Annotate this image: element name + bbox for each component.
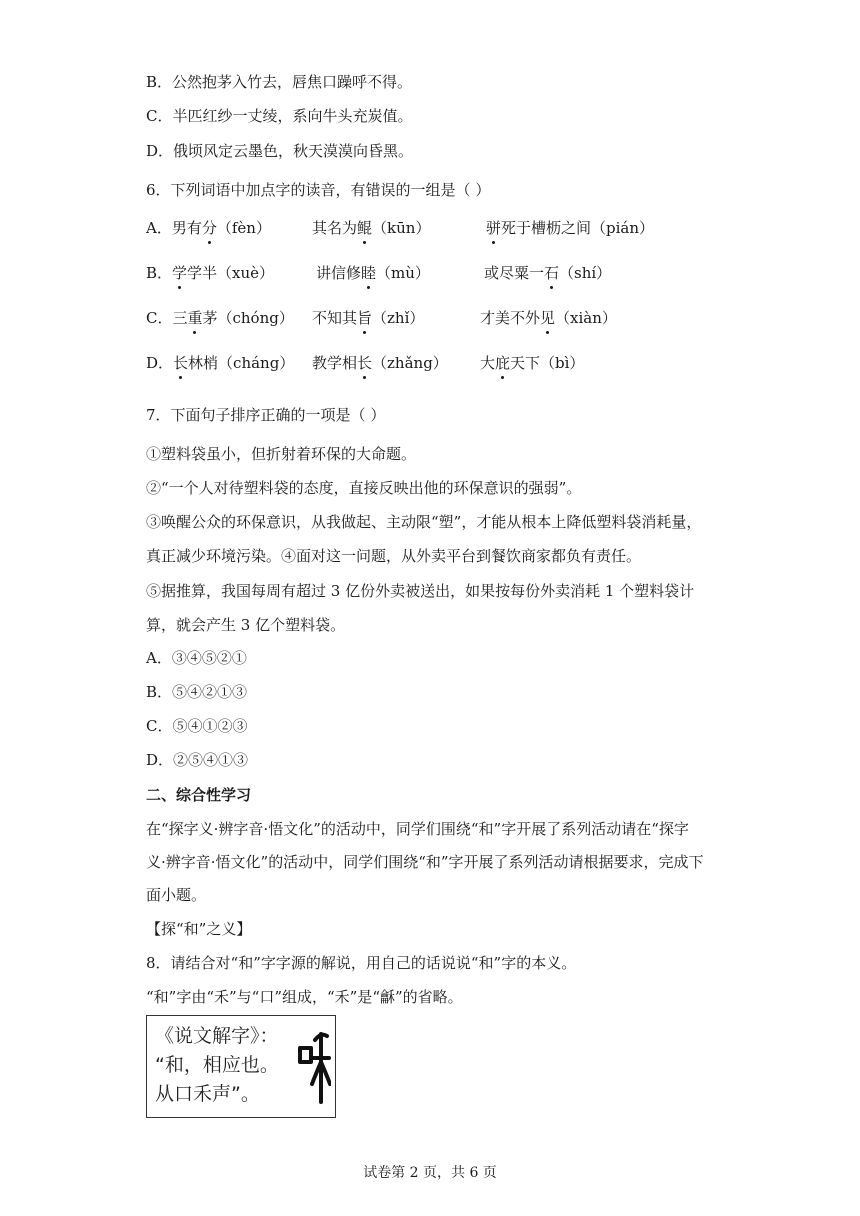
q7-sentence-2: ②“一个人对待塑料袋的态度，直接反映出他的环保意识的强弱”。 [146,479,582,497]
q7-sentence-5-cont: 算，就会产生 3 亿个塑料袋。 [146,616,346,634]
q7-sentence-3-cont: 真正减少环境污染。④面对这一问题，从外卖平台到餐饮商家都负有责任。 [146,547,642,565]
q7-option-d: D．②⑤④①③ [146,751,249,769]
q6-d-item-1: D．长林梢（cháng） [146,354,295,372]
q6-b-item-1: B．学学半（xuè） [146,264,275,282]
figure-line-1: 《说文解字》： [155,1025,279,1047]
figure-line-3: 从口禾声”。 [155,1083,260,1105]
q6-b-item-2: 讲信修睦（mù） [316,264,430,282]
q6-a-item-2: 其名为鲲（kūn） [312,219,431,237]
q6-c-item-3: 才美不外见（xiàn） [480,309,617,327]
q7-option-a: A．③④⑤②① [146,649,247,667]
dotted-char: 鲲 [357,219,373,237]
q7-option-b: B．⑤④②①③ [146,683,248,701]
dotted-char: 长 [173,354,189,372]
q7-question: 7．下面句子排序正确的一项是（ ） [146,406,386,424]
q6-c-item-2: 不知其旨（zhǐ） [312,309,425,327]
seal-script-he-icon [297,1026,331,1110]
q8-question: 8．请结合对“和”字字源的解说，用自己的话说说“和”字的本义。 [146,954,577,972]
q6-b-item-3: 或尽粟一石（shí） [484,264,612,282]
dotted-char: 重 [187,309,203,327]
q6-a-item-3: 骈死于槽枥之间（pián） [486,219,655,237]
section-intro-line-3: 面小题。 [146,886,207,904]
q6-c-item-1: C．三重茅（chóng） [146,309,294,327]
dotted-char: 见 [540,309,556,327]
q6-d-item-3: 大庇天下（bì） [480,354,585,372]
dotted-char: 旨 [357,309,373,327]
dotted-char: 分 [201,219,217,237]
dotted-char: 长 [357,354,373,372]
section-heading: 二、综合性学习 [146,786,252,804]
shuowen-figure [146,1015,336,1118]
q5-option-d: D．俄顷风定云墨色，秋天漠漠向昏黑。 [146,142,414,160]
q7-sentence-1: ①塑料袋虽小，但折射着环保的大命题。 [146,445,417,463]
q7-sentence-5: ⑤据推算，我国每周有超过 3 亿份外卖被送出，如果按每份外卖消耗 1 个塑料袋计 [146,582,695,600]
dotted-char: 睦 [361,264,377,282]
q5-option-c: C．半匹红纱一丈绫，系向牛头充炭值。 [146,107,413,125]
section-intro-line-2: 义·辨字音·悟文化”的活动中，同学们围绕“和”字开展了系列活动请根据要求，完成下 [146,853,704,871]
dotted-char: 石 [544,264,560,282]
q6-a-item-1: A．男有分（fèn） [146,219,271,237]
q6-question: 6．下列词语中加点字的读音，有错误的一组是（ ） [146,181,491,199]
dotted-char: 学 [172,264,188,282]
q8-note: “和”字由“禾”与“口”组成，“禾”是“龢”的省略。 [146,988,463,1006]
q7-option-c: C．⑤④①②③ [146,717,248,735]
page-footer: 试卷第 2 页，共 6 页 [363,1165,497,1181]
figure-text [155,1022,279,1109]
dotted-char: 骈 [486,219,502,237]
sub-heading: 【探“和”之义】 [146,920,252,938]
figure-line-2: “和，相应也。 [155,1054,279,1076]
q7-sentence-3: ③唤醒公众的环保意识，从我做起、主动限“塑”，才能从根本上降低塑料袋消耗量， [146,513,702,531]
dotted-char: 庇 [495,354,511,372]
section-intro-line-1: 在“探字义·辨字音·悟文化”的活动中，同学们围绕“和”字开展了系列活动请在“探字 [146,820,689,838]
q5-option-b: B．公然抱茅入竹去，唇焦口躁呼不得。 [146,73,413,91]
q6-d-item-2: 教学相长（zhǎng） [312,354,448,372]
